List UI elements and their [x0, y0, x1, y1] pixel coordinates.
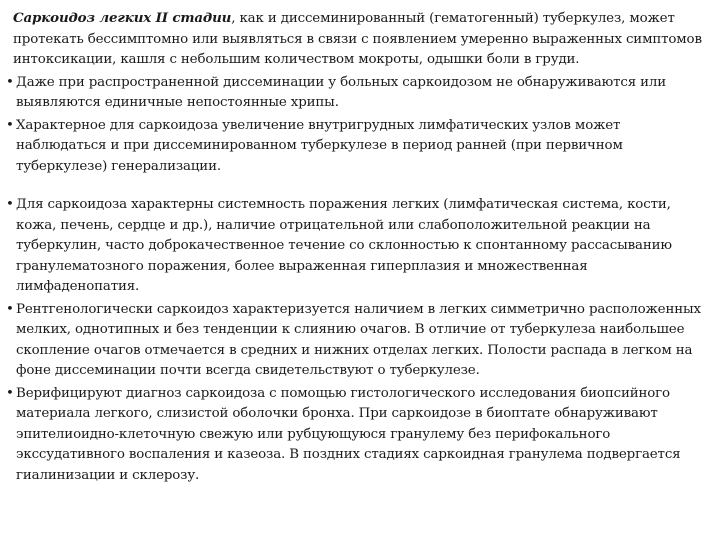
intro-lead-text: Саркоидоз легких II стадии [13, 10, 232, 26]
bullet-icon: • [6, 74, 14, 90]
bullet-icon: • [6, 197, 14, 212]
bullet-item-lymph-nodes [6, 116, 714, 178]
bullet-icon: • [6, 301, 14, 317]
bullet-item-systemic [6, 195, 714, 298]
bullet-icon: • [6, 385, 14, 401]
bullet-icon: • [6, 117, 14, 133]
bullet-item-verification [6, 384, 714, 487]
bullet-text: Характерное для саркоидоза увеличение внутригрудных лимфатических узлов может наблюдаться и при диссеминированном туберкулезе в период ранней (при первичном туберкулезе) генерализации. [16, 117, 623, 174]
bullet-text: Рентгенологически саркоидоз характеризуется наличием в легких симметрично расположенных мелких, однотипных и без тенденции к слиянию очагов. В отличие от туберкулеза наибольшее скопление очагов отмечается в средних и нижних отделах легких. Полости распада в легком на фоне диссеминации почти всегда свидетельствуют о туберкулезе. [16, 301, 701, 378]
slide-content [6, 8, 714, 486]
bullet-item-auscultation [6, 73, 714, 114]
bullet-item-radiology [6, 300, 714, 382]
bullet-text: Верифицируют диагноз саркоидоза с помощью гистологического исследования биопсийного материала легкого, слизистой оболочки бронха. При саркоидозе в биоптате обнаруживают эпителиоидно-клеточную свежую или рубцующуюся гранулему без перифокального экссудативного воспаления и казеоза. В поздних стадиях саркоидная гранулема подвергается гиалинизации и склерозу. [16, 385, 681, 483]
intro-body-text: , как и диссеминированный (гематогенный) туберкулез, может протекать бессимптомно или выявляться в связи с появлением умеренно выраженных симптомов интоксикации, кашля с небольшим количеством мокроты, одышки боли в груди. [13, 11, 702, 67]
intro-paragraph [6, 8, 714, 71]
bullet-text: Для саркоидоза характерны системность поражения легких (лимфатическая система, кости, кожа, печень, сердце и др.), наличие отрицательной или слабоположительной реакции на туберкулин, часто доброкачественное течение со склонностью к спонтанному рассасыванию гранулематозного поражения, более выраженная гиперплазия и множественная лимфаденопатия. [16, 197, 672, 294]
bullet-text: Даже при распространенной диссеминации у больных саркоидозом не обнаруживаются или выявляются единичные непостоянные хрипы. [16, 74, 667, 110]
